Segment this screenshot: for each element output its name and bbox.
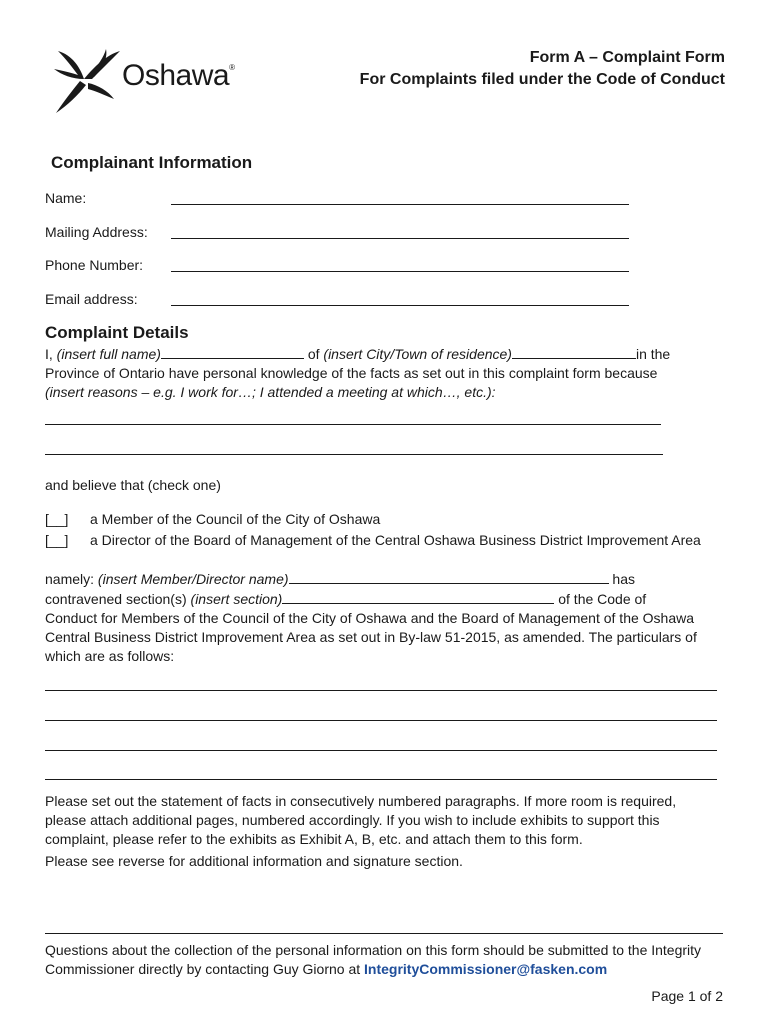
footer-text: Questions about the collection of the personal information on this form should be submitted to the Integrity Commissioner directly by contacting Guy Giorno at bbox=[45, 942, 702, 977]
section-blank[interactable] bbox=[282, 589, 554, 604]
name-input-line[interactable] bbox=[171, 204, 629, 205]
oshawa-star-icon bbox=[50, 45, 122, 117]
email-address-input-line[interactable] bbox=[171, 305, 629, 306]
mailing-address-label: Mailing Address: bbox=[45, 224, 148, 240]
complaint-intro bbox=[45, 344, 735, 402]
form-title-block bbox=[360, 47, 725, 91]
logo-text: Oshawa bbox=[122, 59, 230, 92]
intro-line-2: Province of Ontario have personal knowledge of the facts as set out in this complaint form because bbox=[45, 365, 658, 381]
section-hint: (insert section) bbox=[190, 591, 283, 607]
phone-number-label: Phone Number: bbox=[45, 257, 144, 273]
particulars-line-1[interactable] bbox=[45, 690, 717, 691]
form-subtitle: For Complaints filed under the Code of Conduct bbox=[359, 71, 725, 88]
full-name-blank[interactable] bbox=[161, 344, 304, 359]
form-title: Form A – Complaint Form bbox=[529, 49, 725, 66]
instructions-text: Please set out the statement of facts in consecutively numbered paragraphs. If more room is required, please attach additional pages, numbered accordingly. If you wish to include exhibits to support this complaint, please refer to the exhibits as Exhibit A, B, etc. and attach them to this form. bbox=[45, 793, 677, 847]
phone-number-field[interactable] bbox=[45, 257, 645, 277]
name-field[interactable] bbox=[45, 190, 645, 210]
email-address-field[interactable] bbox=[45, 291, 645, 311]
namely-line: namely: (insert Member/Director name) has bbox=[45, 571, 635, 587]
particulars-line-4[interactable] bbox=[45, 779, 717, 780]
oshawa-logo bbox=[50, 45, 240, 117]
intro-line-1: I, (insert full name) of (insert City/Town of residence) in the bbox=[45, 346, 671, 362]
reasons-line-2[interactable] bbox=[45, 454, 663, 455]
reasons-hint: (insert reasons – e.g. I work for…; I attended a meeting at which…, etc.): bbox=[45, 384, 496, 400]
particulars-line-3[interactable] bbox=[45, 750, 717, 751]
director-checkbox[interactable]: [__] bbox=[45, 532, 69, 548]
reasons-line-1[interactable] bbox=[45, 424, 661, 425]
believe-text: and believe that (check one) bbox=[45, 477, 221, 493]
member-name-hint: (insert Member/Director name) bbox=[97, 571, 289, 587]
code-of-conduct-text: Conduct for Members of the Council of the City of Oshawa and the Board of Management of the Oshawa Central Business District Improvement Area as set out in By-law 51-2015, as amended. The particulars of which are as follows: bbox=[45, 610, 697, 664]
city-hint: (insert City/Town of residence) bbox=[323, 346, 512, 362]
name-label: Name: bbox=[45, 190, 87, 206]
member-name-blank[interactable] bbox=[289, 569, 609, 584]
director-option-label: a Director of the Board of Management of the Central Oshawa Business District Improvement Area bbox=[90, 532, 701, 548]
member-checkbox[interactable]: [__] bbox=[45, 511, 69, 527]
full-name-hint: (insert full name) bbox=[56, 346, 161, 362]
member-option-label: a Member of the Council of the City of Oshawa bbox=[90, 511, 381, 527]
mailing-address-field[interactable] bbox=[45, 224, 645, 244]
footer-divider bbox=[45, 933, 723, 934]
footer-note bbox=[45, 941, 735, 979]
reverse-note: Please see reverse for additional information and signature section. bbox=[45, 853, 463, 869]
email-address-label: Email address: bbox=[45, 291, 138, 307]
integrity-email-link[interactable]: IntegrityCommissioner@fasken.com bbox=[364, 961, 608, 977]
phone-number-input-line[interactable] bbox=[171, 271, 629, 272]
particulars-line-2[interactable] bbox=[45, 720, 717, 721]
complainant-section-title: Complainant Information bbox=[51, 153, 253, 172]
city-blank[interactable] bbox=[512, 344, 636, 359]
complaint-section-title: Complaint Details bbox=[45, 323, 189, 342]
contravened-line: contravened section(s) (insert section) of the Code of bbox=[45, 591, 647, 607]
logo-registered: ® bbox=[229, 63, 235, 72]
page-number: Page 1 of 2 bbox=[651, 988, 723, 1004]
mailing-address-input-line[interactable] bbox=[171, 238, 629, 239]
namely-block bbox=[45, 569, 735, 666]
